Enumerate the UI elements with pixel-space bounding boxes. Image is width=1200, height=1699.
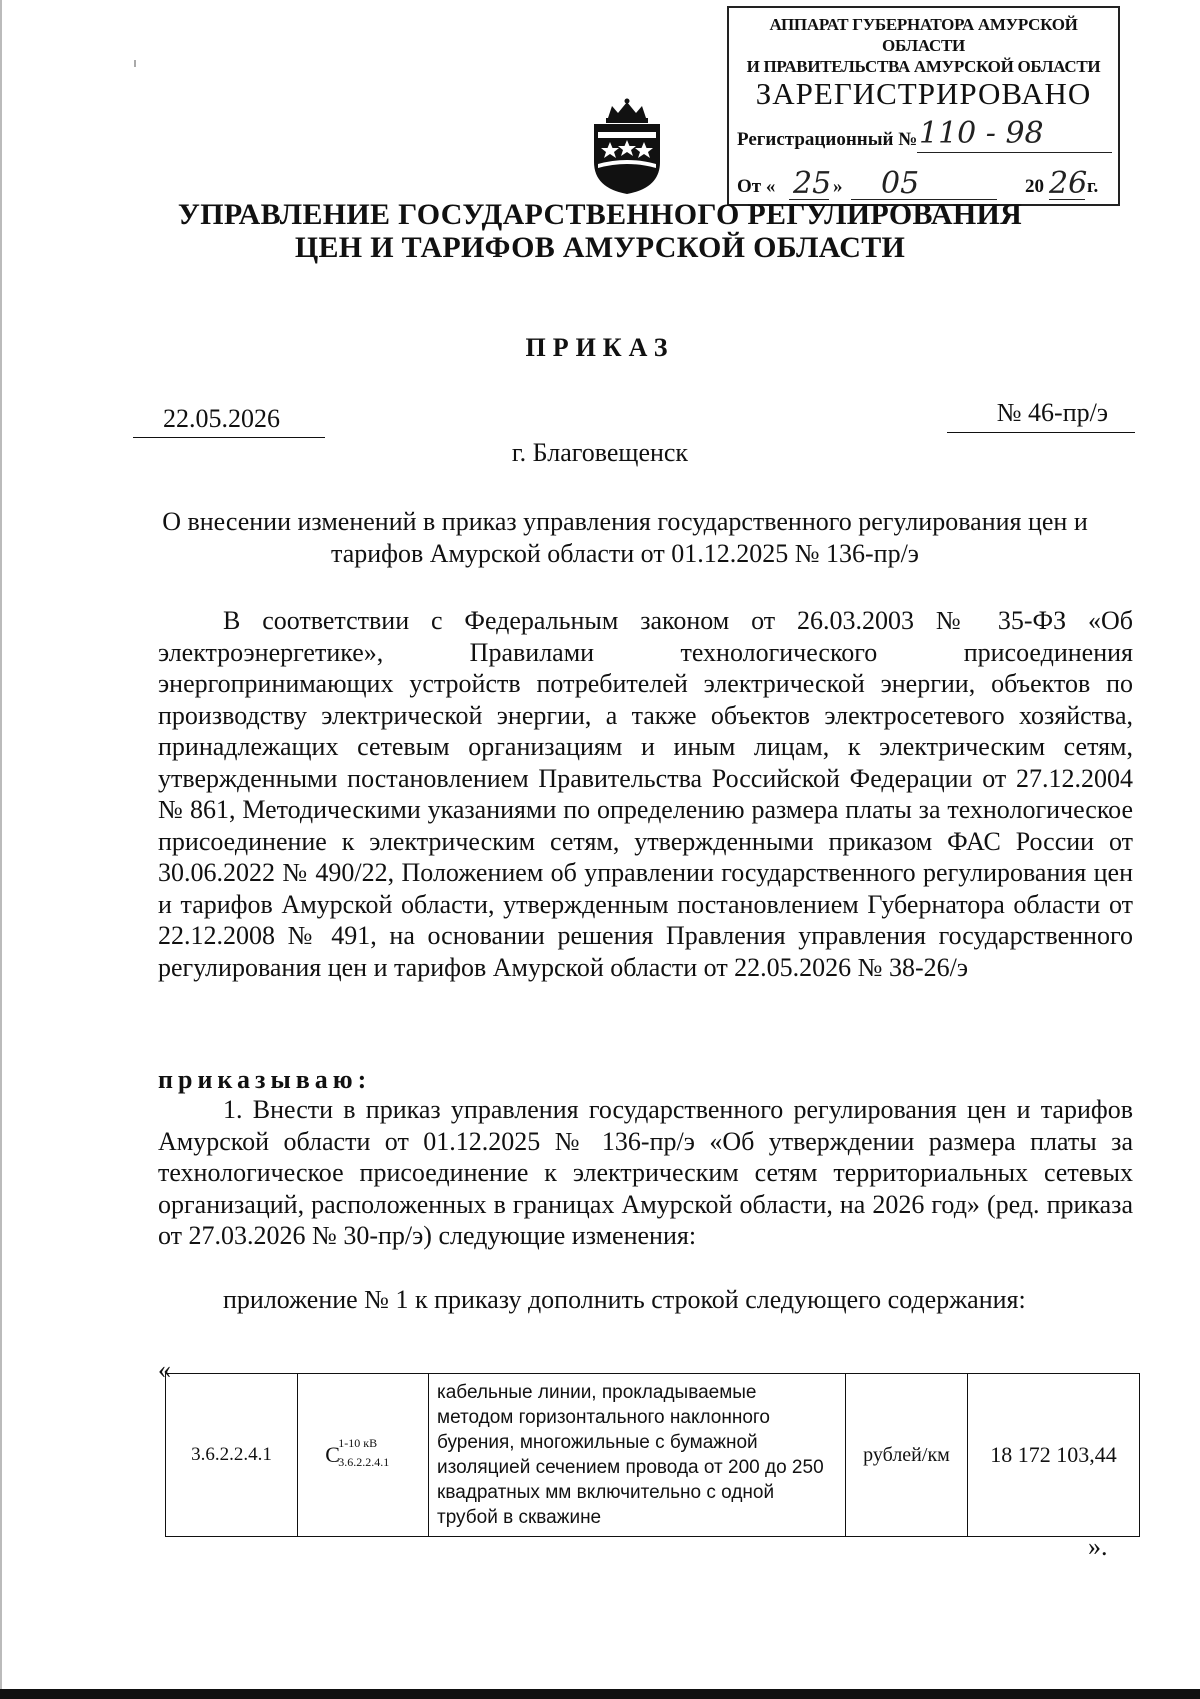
stamp-org-line1: АППАРАТ ГУБЕРНАТОРА АМУРСКОЙ ОБЛАСТИ xyxy=(769,15,1078,55)
cell-unit: рублей/км xyxy=(846,1374,968,1537)
stamp-reg-number: 110 - 98 xyxy=(919,116,1044,151)
item-1-paragraph: 1. Внести в приказ управления государственного регулирования цен и тарифов Амурской области от 01.12.2025 № 136-пр/э «Об утверждении размера платы за технологическое присоединение к электрическим сетям территориальных сетевых организаций, расположенных в границах Амурской области, на 2026 год» (ред. приказа от 27.03.2026 № 30-пр/э) следующие изменения: xyxy=(158,1095,1133,1250)
scan-edge-bottom xyxy=(0,1689,1200,1699)
coat-of-arms-icon xyxy=(588,96,666,196)
stamp-month: 05 xyxy=(881,166,920,201)
stamp-reg-underline xyxy=(917,152,1112,153)
symbol-superscript: 1-10 кВ xyxy=(338,1436,378,1450)
symbol-base: С xyxy=(325,1442,340,1467)
quote-close-mark: ». xyxy=(1088,1532,1108,1561)
stamp-org-line2: И ПРАВИТЕЛЬСТВА АМУРСКОЙ ОБЛАСТИ xyxy=(746,57,1101,76)
stamp-day: 25 xyxy=(793,166,832,201)
tariff-table xyxy=(165,1373,1140,1537)
order-number-underline xyxy=(947,432,1135,433)
stamp-from-label: От « xyxy=(737,176,776,197)
stamp-reg-label: Регистрационный № xyxy=(737,129,918,150)
preamble-paragraph: В соответствии с Федеральным законом от 26.03.2003 № 35-ФЗ «Об электроэнергетике», Правилами технологического присоединения энергопринимающих устройств потребителей электрической энергии, объектов по производству электрической энергии, а также объектов электросетевого хозяйства, принадлежащих сетевым организациям и иным лицам, к электрическим сетям, утвержденными постановлением Правительства Российской Федерации от 27.12.2004 № 861, Методическими указаниями по определению размера платы за технологическое присоединение к электрическим сетям, утвержденными приказом ФАС России от 30.06.2022 № 490/22, Положением об управлении государственного регулирования цен и тарифов Амурской области, утвержденным постановлением Губернатора области от 22.12.2008 № 491, на основании решения Правления управления государственного регулирования цен и тарифов Амурской области от 22.05.2026 № 38-26/э xyxy=(158,606,1133,982)
symbol-subscript: 3.6.2.2.4.1 xyxy=(338,1455,390,1469)
order-subject: О внесении изменений в приказ управления государственного регулирования цен и тарифов Амурской области от 01.12.2025 № 136-пр/э xyxy=(162,507,1088,568)
authority-name-line2: ЦЕН И ТАРИФОВ АМУРСКОЙ ОБЛАСТИ xyxy=(294,231,906,264)
cell-value: 18 172 103,44 xyxy=(968,1374,1140,1537)
item-1-sub-paragraph: приложение № 1 к приказу дополнить строкой следующего содержания: xyxy=(223,1285,1026,1314)
scan-speck xyxy=(134,60,136,67)
city-name: г. Благовещенск xyxy=(511,438,689,467)
rate-symbol xyxy=(325,1436,400,1469)
document-type-title: ПРИКАЗ xyxy=(525,333,675,362)
stamp-title: ЗАРЕГИСТРИРОВАНО xyxy=(755,76,1092,111)
order-date: 22.05.2026 xyxy=(163,404,280,433)
cell-code: 3.6.2.2.4.1 xyxy=(166,1374,298,1537)
stamp-organization xyxy=(729,14,1118,77)
stamp-year-prefix: 20 xyxy=(1025,176,1044,197)
stamp-from-mid: » xyxy=(833,176,843,197)
registration-stamp xyxy=(727,6,1120,206)
cell-description: кабельные линии, прокладываемые методом горизонтального наклонного бурения, многожильные с бумажной изоляцией сечением провода от 200 до 250 квадратных мм включительно с одной трубой в скважине xyxy=(429,1374,846,1537)
quote-open-mark: « xyxy=(158,1355,171,1384)
order-word: приказываю: xyxy=(158,1065,372,1094)
table-row xyxy=(166,1374,1140,1537)
order-number: № 46-пр/э xyxy=(996,398,1108,427)
authority-name-line1: УПРАВЛЕНИЕ ГОСУДАРСТВЕННОГО РЕГУЛИРОВАНИЯ xyxy=(177,198,1023,231)
stamp-year-end: г. xyxy=(1087,176,1099,197)
cell-symbol xyxy=(298,1374,429,1537)
stamp-year-suffix: 26 xyxy=(1049,166,1088,201)
